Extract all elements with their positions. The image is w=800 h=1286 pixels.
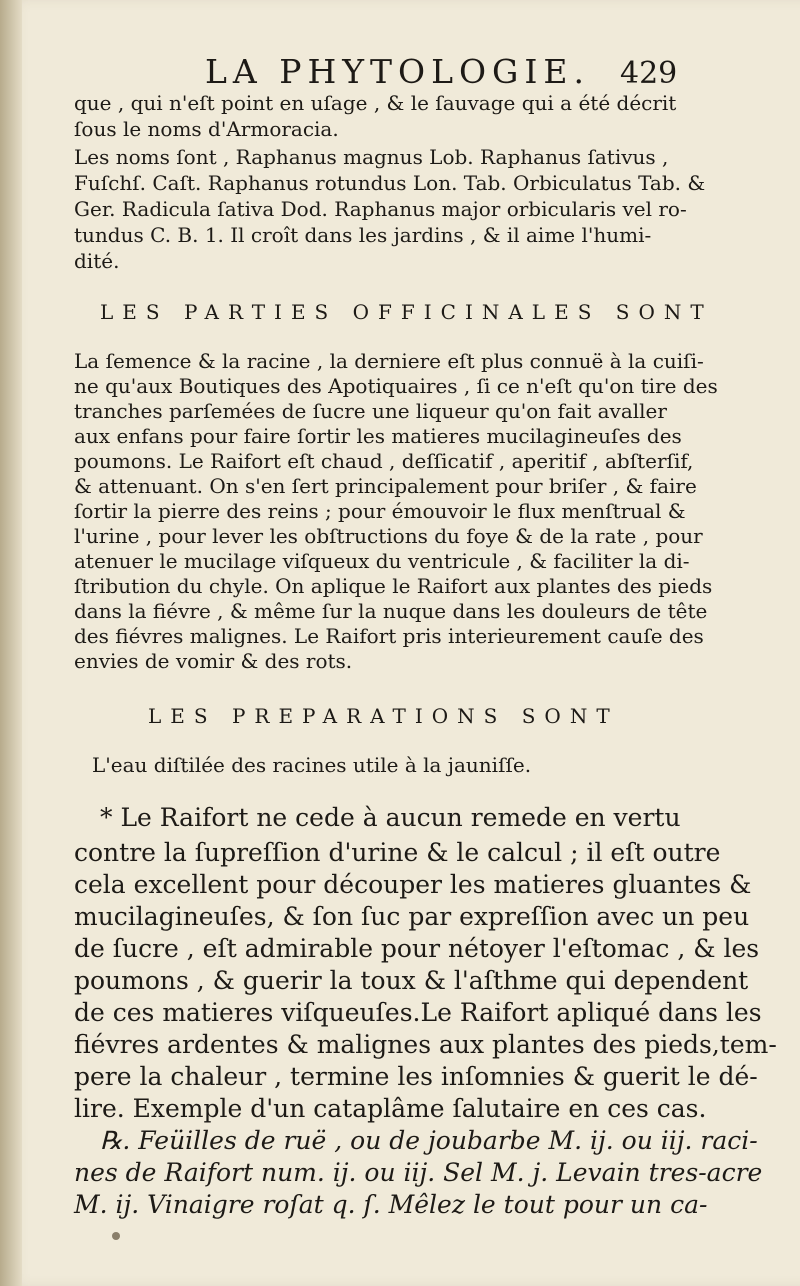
note-line: * Le Raifort ne cede à aucun remede en vertu <box>100 803 681 832</box>
note-line: mucilagineuſes, & ſon ſuc par expreſſion avec un peu <box>74 902 750 931</box>
note-line: fiévres ardentes & malignes aux plantes des pieds,tem- <box>74 1030 777 1059</box>
text-line: ſous le noms d'Armoracia. <box>74 117 339 141</box>
text-line: l'urine , pour lever les obſtructions du foye & de la rate , pour <box>74 524 703 548</box>
text-line: aux enfans pour faire ſortir les matieres mucilagineuſes des <box>74 424 682 448</box>
text-line: dité. <box>74 249 120 273</box>
running-title: LA PHYTOLOGIE. <box>205 52 591 91</box>
note-line: cela excellent pour découper les matieres gluantes & <box>74 870 752 899</box>
text-line: envies de vomir & des rots. <box>74 649 353 673</box>
note-line: M. ij. Vinaigre roſat q. ſ. Mêlez le tout pour un ca- <box>74 1190 708 1219</box>
text-line: ne qu'aux Boutiques des Apotiquaires , ſi ce n'eſt qu'on tire des <box>74 374 718 398</box>
text-line: ſortir la pierre des reins ; pour émouvoir le flux menſtrual & <box>74 499 686 523</box>
note-line: poumons , & guerir la toux & l'aſthme qui dependent <box>74 966 749 995</box>
note-line: ℞. Feüilles de ruë , ou de joubarbe M. ij. ou iij. raci- <box>100 1126 758 1155</box>
text-line: & attenuant. On s'en ſert principalement pour briſer , & faire <box>74 474 697 498</box>
note-line: pere la chaleur , termine les inſomnies & guerit le dé- <box>74 1062 758 1091</box>
text-line: Les noms ſont , Raphanus magnus Lob. Raphanus ſativus , <box>74 145 669 169</box>
page-number: 429 <box>620 56 678 91</box>
text-line: tundus C. B. 1. Il croît dans les jardins , & il aime l'humi- <box>74 223 652 247</box>
section-heading-officinales: LES PARTIES OFFICINALES SONT <box>100 300 713 324</box>
text-line: tranches parſemées de ſucre une liqueur qu'on fait avaller <box>74 399 667 423</box>
text-line: des fiévres malignes. Le Raifort pris interieurement cauſe des <box>74 624 704 648</box>
note-line: contre la ſupreſſion d'urine & le calcul ; il eſt outre <box>74 838 721 867</box>
preparation-line: L'eau diſtilée des racines utile à la jauniſſe. <box>92 753 532 777</box>
text-line: La ſemence & la racine , la derniere eſt plus connuë à la cuiſi- <box>74 349 704 373</box>
text-line: dans la fiévre , & même ſur la nuque dans les douleurs de tête <box>74 599 708 623</box>
text-line: Ger. Radicula ſativa Dod. Raphanus major orbicularis vel ro- <box>74 197 687 221</box>
section-heading-preparations: LES PREPARATIONS SONT <box>148 704 619 728</box>
page-gutter <box>0 0 22 1286</box>
text-line: Fuſchſ. Caſt. Raphanus rotundus Lon. Tab. Orbiculatus Tab. & <box>74 171 706 195</box>
text-line: ſtribution du chyle. On aplique le Raifort aux plantes des pieds <box>74 574 713 598</box>
note-line: de ſucre , eſt admirable pour nétoyer l'eſtomac , & les <box>74 934 760 963</box>
ink-spot <box>112 1232 120 1240</box>
text-line: poumons. Le Raifort eſt chaud , deſſicatif , aperitif , abſterſif, <box>74 449 694 473</box>
note-line: de ces matieres viſqueuſes.Le Raifort apliqué dans les <box>74 998 762 1027</box>
note-line: lire. Exemple d'un cataplâme ſalutaire en ces cas. <box>74 1094 707 1123</box>
text-line: atenuer le mucilage viſqueux du ventricule , & faciliter la di- <box>74 549 690 573</box>
text-line: que , qui n'eſt point en uſage , & le ſauvage qui a été décrit <box>74 91 677 115</box>
note-line: nes de Raifort num. ij. ou iij. Sel M. j. Levain tres-acre <box>74 1158 763 1187</box>
